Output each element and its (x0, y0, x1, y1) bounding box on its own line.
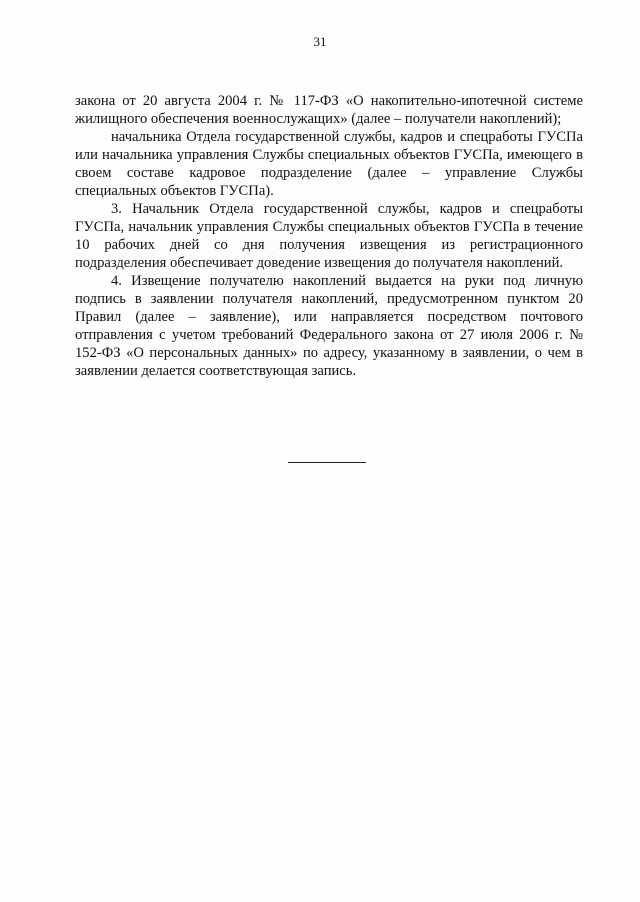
paragraph-item-4: 4. Извещение получателю накоплений выдается на руки под личную подпись в заявлении получателя накоплений, предусмотренном пунктом 20 Правил (далее – заявление), или направляется посредством почтового отправления с учетом требований Федерального закона от 27 июля 2006 г. № 152-ФЗ «О персональных данных» по адресу, указанному в заявлении, о чем в заявлении делается соответствующая запись. (75, 273, 583, 379)
paragraph-department-head: начальника Отдела государственной службы, кадров и спецработы ГУСПа или начальника управления Службы специальных объектов ГУСПа, имеющего в своем составе кадровое подразделение (далее – управление Службы специальных объектов ГУСПа). (75, 129, 583, 199)
page-number: 31 (313, 34, 327, 49)
paragraph-item-3: 3. Начальник Отдела государственной службы, кадров и спецработы ГУСПа, начальник управления Службы специальных объектов ГУСПа в течение 10 рабочих дней со дня получения извещения из регистрационного подразделения обеспечивает доведение извещения до получателя накоплений. (75, 201, 583, 271)
paragraph-continuation: закона от 20 августа 2004 г. № 117-ФЗ «О накопительно-ипотечной системе жилищного обеспечения военнослужащих» (далее – получатели накоплений); (75, 93, 583, 127)
document-body (75, 92, 583, 380)
end-of-text-divider (288, 462, 366, 463)
